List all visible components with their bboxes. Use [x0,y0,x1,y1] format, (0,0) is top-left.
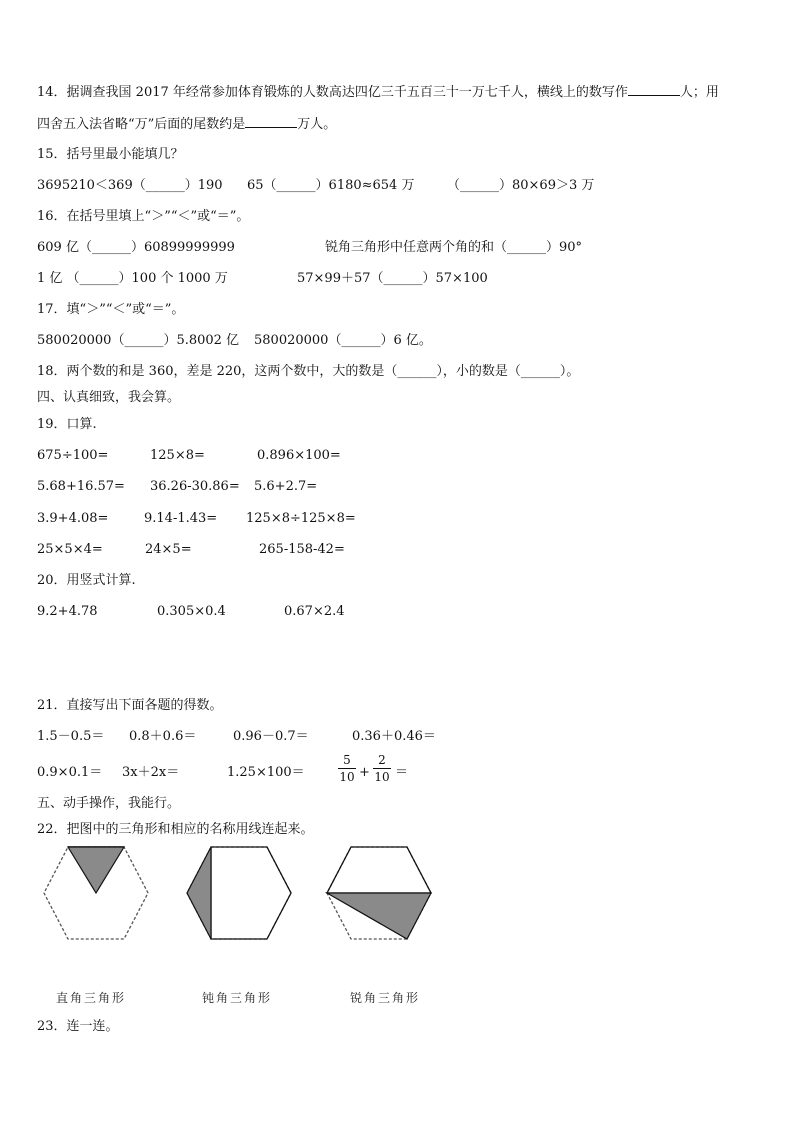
q19-r3c1[interactable]: 3.9+4.08= [37,511,109,526]
q15-item-2[interactable]: 65（______）6180≈654 万 [247,178,415,193]
fraction-a-bar [338,768,356,769]
q19-title: 19．口算. [37,417,97,432]
q17-title: 17．填“＞”“＜”或“＝”。 [37,302,185,317]
caption-right-triangle[interactable]: 直角三角形 [56,991,127,1005]
q17-item-2[interactable]: 580020000（______）6 亿。 [254,333,432,348]
fraction-b-numerator: 2 [378,753,386,767]
hexagon-figure-2[interactable] [183,843,295,943]
q19-r2c2[interactable]: 36.26-30.86= [150,479,240,494]
caption-acute-triangle[interactable]: 锐角三角形 [350,991,421,1005]
q20-item-3[interactable]: 0.67×2.4 [284,604,345,619]
q16-item-3[interactable]: 1 亿 （______）100 个 1000 万 [37,271,228,286]
q14-text-a: 14．据调查我国 2017 年经常参加体育锻炼的人数高达四亿三千五百三十一万七千人，横线上的数写作 [37,85,628,100]
hexagon-3-upper-edges [327,847,431,893]
q19-r1c2[interactable]: 125×8= [150,448,205,463]
caption-obtuse-triangle[interactable]: 钝角三角形 [202,991,273,1005]
fraction-equals[interactable]: ＝ [395,765,409,780]
q15-item-3[interactable]: （______）80×69＞3 万 [447,178,595,193]
fraction-a-numerator: 5 [343,753,351,767]
q14-blank-2[interactable] [245,115,297,128]
q16-item-1[interactable]: 609 亿（______）60899999999 [37,240,235,255]
right-triangle-shape[interactable] [68,847,124,893]
obtuse-triangle-shape[interactable] [187,847,211,939]
q21-r1c3[interactable]: 0.96－0.7＝ [233,729,309,744]
q22-title: 22．把图中的三角形和相应的名称用线连起来。 [37,822,314,837]
q14-text-b: 人；用 [679,85,719,100]
fraction-plus: + [359,765,370,780]
q21-r2c2[interactable]: 3x＋2x＝ [122,765,180,780]
fraction-b-denominator: 10 [374,770,390,784]
hexagon-2-solid-edges [211,847,291,939]
acute-triangle-shape[interactable] [327,893,431,939]
q16-title: 16．在括号里填上“＞”“＜”或“＝”。 [37,209,250,224]
q15-title: 15．括号里最小能填几？ [37,147,184,162]
q20-title: 20．用竖式计算. [37,573,136,588]
q19-r1c3[interactable]: 0.896×100= [257,448,341,463]
q20-item-1[interactable]: 9.2+4.78 [37,604,98,619]
q21-r2c3[interactable]: 1.25×100＝ [227,765,305,780]
section-4-title: 四、认真细致，我会算。 [37,390,181,405]
q14-text-d: 万人。 [297,117,337,132]
q21-r1c2[interactable]: 0.8＋0.6＝ [129,729,197,744]
fraction-b [373,753,391,784]
q14-line2 [37,115,336,134]
q16-item-2[interactable]: 锐角三角形中任意两个角的和（______）90° [325,240,583,255]
q19-r4c1[interactable]: 25×5×4= [37,542,103,557]
q17-item-1[interactable]: 580020000（______）5.8002 亿 [37,333,240,348]
hexagon-figure-3[interactable] [323,843,435,943]
q18-text[interactable]: 18．两个数的和是 360，差是 220，这两个数中，大的数是（______），小的数是（______）。 [37,364,580,379]
q21-r1c4[interactable]: 0.36＋0.46＝ [352,729,436,744]
fraction-a-denominator: 10 [339,770,355,784]
q19-r3c3[interactable]: 125×8÷125×8= [246,511,356,526]
q21-r2c1[interactable]: 0.9×0.1＝ [37,765,103,780]
hexagon-figure-1[interactable] [40,843,152,943]
q19-r2c3[interactable]: 5.6+2.7= [254,479,318,494]
q16-item-4[interactable]: 57×99＋57（______）57×100 [297,271,488,286]
fraction-b-bar [373,768,391,769]
q19-r1c1[interactable]: 675÷100= [37,448,109,463]
q14-blank-1[interactable] [628,83,680,96]
fraction-a [338,753,356,784]
section-5-title: 五、动手操作，我能行。 [37,796,181,811]
q21-r1c1[interactable]: 1.5－0.5＝ [37,729,105,744]
q19-r3c2[interactable]: 9.14-1.43= [144,511,218,526]
q19-r4c2[interactable]: 24×5= [145,542,192,557]
q19-r4c3[interactable]: 265-158-42= [259,542,345,557]
q20-item-2[interactable]: 0.305×0.4 [157,604,226,619]
q15-item-1[interactable]: 3695210＜369（______）190 [37,178,223,193]
q14-line1 [37,83,719,102]
q23-title: 23．连一连。 [37,1019,119,1034]
q14-text-c: 四舍五入法省略“万”后面的尾数约是 [37,117,246,132]
q21-title: 21．直接写出下面各题的得数。 [37,698,223,713]
q19-r2c1[interactable]: 5.68+16.57= [37,479,125,494]
